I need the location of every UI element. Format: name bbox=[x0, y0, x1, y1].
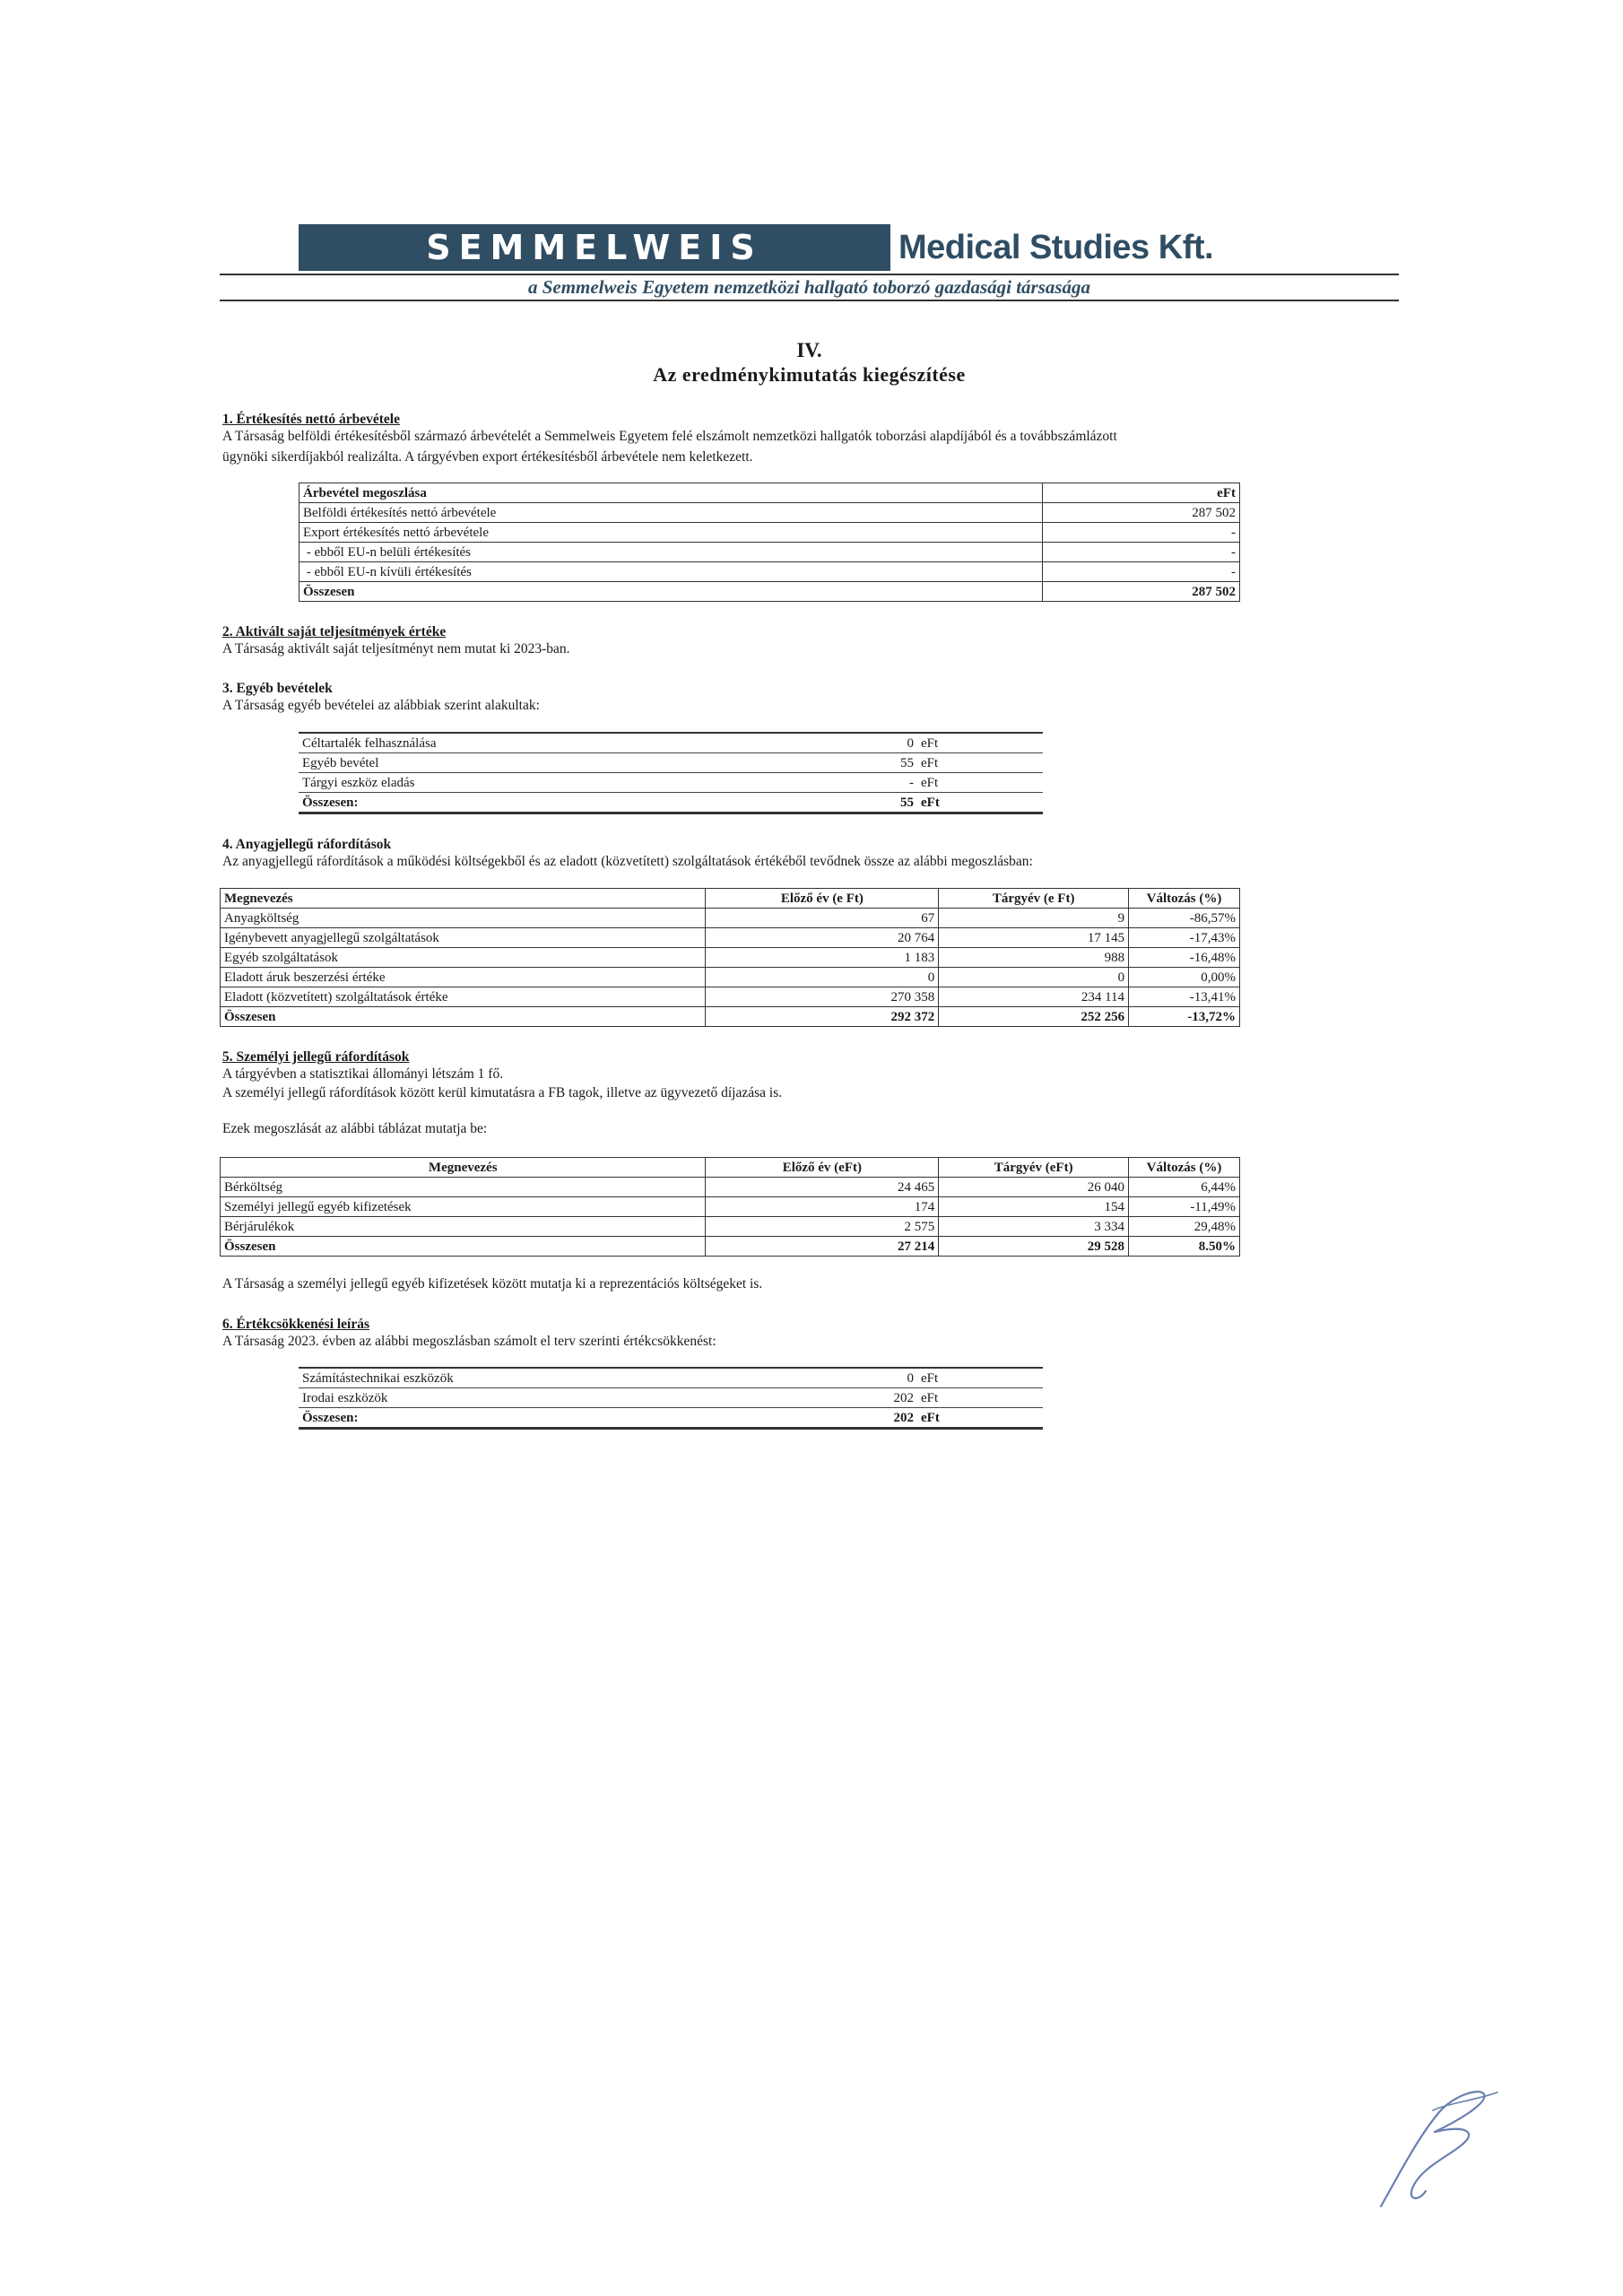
table-row bbox=[221, 1197, 1240, 1217]
table-cell: Eladott áruk beszerzési értéke bbox=[221, 968, 706, 987]
table-cell: 174 bbox=[706, 1197, 939, 1217]
table-cell: Bérköltség bbox=[221, 1178, 706, 1197]
section-1-title: 1. Értékesítés nettó árbevétele bbox=[222, 412, 400, 427]
other-income-table bbox=[299, 732, 1043, 814]
table-cell: Irodai eszközök bbox=[299, 1388, 801, 1408]
table-row bbox=[299, 1388, 1043, 1408]
table-cell: Összesen: bbox=[299, 793, 801, 813]
section-5-para-line3: Ezek megoszlását az alábbi táblázat mutatja be: bbox=[222, 1121, 488, 1136]
table-cell: -11,49% bbox=[1129, 1197, 1240, 1217]
table-cell: 0,00% bbox=[1129, 968, 1240, 987]
section-3-title: 3. Egyéb bevételek bbox=[222, 681, 333, 696]
section-2-para: A Társaság aktivált saját teljesítményt nem mutat ki 2023-ban. bbox=[222, 641, 570, 657]
section-number: IV. bbox=[796, 339, 822, 361]
table-cell: eFt bbox=[917, 793, 1043, 813]
table-total-row bbox=[221, 1237, 1240, 1257]
tagline: a Semmelweis Egyetem nemzetközi hallgató toborzó gazdasági társasága bbox=[527, 276, 1091, 298]
revenue-table bbox=[299, 483, 1240, 602]
section-3-para: A Társaság egyéb bevételei az alábbiak szerint alakultak: bbox=[222, 698, 540, 713]
table-row bbox=[221, 928, 1240, 948]
header-rule-top bbox=[220, 274, 1399, 275]
table-cell: Összesen bbox=[299, 582, 1043, 602]
table-cell: Személyi jellegű egyéb kifizetések bbox=[221, 1197, 706, 1217]
table-row bbox=[221, 1178, 1240, 1197]
table-total-row bbox=[299, 1408, 1043, 1429]
table-cell: 287 502 bbox=[1043, 582, 1240, 602]
table-cell: - bbox=[1043, 562, 1240, 582]
table-row bbox=[299, 733, 1043, 753]
table-cell: - bbox=[801, 773, 917, 793]
table-row bbox=[221, 1217, 1240, 1237]
table-row bbox=[299, 1368, 1043, 1388]
section-4-title: 4. Anyagjellegű ráfordítások bbox=[222, 837, 392, 852]
section-5-para-line1: A tárgyévben a statisztikai állományi létszám 1 fő. bbox=[222, 1066, 504, 1082]
table-cell: 6,44% bbox=[1129, 1178, 1240, 1197]
table-total-row bbox=[221, 1007, 1240, 1027]
table-cell: eFt bbox=[917, 1388, 1043, 1408]
table-cell: 26 040 bbox=[939, 1178, 1129, 1197]
table-cell: -13,41% bbox=[1129, 987, 1240, 1007]
table-header-cell: Változás (%) bbox=[1129, 1158, 1240, 1178]
table-cell: 0 bbox=[801, 733, 917, 753]
table-header-row bbox=[299, 483, 1240, 503]
section-1-para-line2: ügynöki sikerdíjakból realizálta. A tárgyévben export értékesítésből árbevétele nem keletkezett. bbox=[222, 449, 753, 465]
section-5-para-line2: A személyi jellegű ráfordítások között kerül kimutatásra a FB tagok, illetve az ügyvezető díjazása is. bbox=[222, 1085, 783, 1100]
table-header-cell: Tárgyév (eFt) bbox=[939, 1158, 1129, 1178]
table-cell: Belföldi értékesítés nettó árbevétele bbox=[299, 503, 1043, 523]
table-cell: eFt bbox=[917, 1368, 1043, 1388]
section-1-para-line1: A Társaság belföldi értékesítésből származó árbevételét a Semmelweis Egyetem felé elszámolt nemzetközi hallgatók toborzási alapdíjából és a továbbszámlázott bbox=[222, 429, 1117, 444]
table-cell: Céltartalék felhasználása bbox=[299, 733, 801, 753]
table-cell: 3 334 bbox=[939, 1217, 1129, 1237]
table-cell: -16,48% bbox=[1129, 948, 1240, 968]
table-cell: 270 358 bbox=[706, 987, 939, 1007]
table-row bbox=[299, 773, 1043, 793]
table-row bbox=[299, 562, 1240, 582]
table-cell: Igénybevett anyagjellegű szolgáltatások bbox=[221, 928, 706, 948]
table-cell: 2 575 bbox=[706, 1217, 939, 1237]
table-cell: Összesen bbox=[221, 1007, 706, 1027]
table-total-row bbox=[299, 793, 1043, 813]
table-header-cell: Megnevezés bbox=[221, 1158, 706, 1178]
section-5-title: 5. Személyi jellegű ráfordítások bbox=[222, 1049, 410, 1065]
table-cell: 0 bbox=[801, 1368, 917, 1388]
table-cell: eFt bbox=[917, 733, 1043, 753]
table-cell: Számítástechnikai eszközök bbox=[299, 1368, 801, 1388]
table-cell: 234 114 bbox=[939, 987, 1129, 1007]
table-cell: 55 bbox=[801, 793, 917, 813]
table-cell: -13,72% bbox=[1129, 1007, 1240, 1027]
table-total-row bbox=[299, 582, 1240, 602]
handwritten-signature bbox=[1363, 2085, 1506, 2211]
table-header-cell: Előző év (e Ft) bbox=[706, 889, 939, 909]
table-cell: eFt bbox=[917, 773, 1043, 793]
table-row bbox=[299, 753, 1043, 773]
table-cell: -86,57% bbox=[1129, 909, 1240, 928]
table-cell: - ebből EU-n belüli értékesítés bbox=[299, 543, 1043, 562]
table-cell: 67 bbox=[706, 909, 939, 928]
table-cell: 202 bbox=[801, 1388, 917, 1408]
table-row bbox=[299, 543, 1240, 562]
table-cell: Összesen: bbox=[299, 1408, 801, 1429]
table-row bbox=[299, 523, 1240, 543]
table-header-cell: Változás (%) bbox=[1129, 889, 1240, 909]
table-cell: 55 bbox=[801, 753, 917, 773]
table-cell: - bbox=[1043, 523, 1240, 543]
table-cell: Export értékesítés nettó árbevétele bbox=[299, 523, 1043, 543]
table-row bbox=[221, 909, 1240, 928]
section-6-title: 6. Értékcsökkenési leírás bbox=[222, 1317, 370, 1332]
table-row bbox=[221, 948, 1240, 968]
table-cell: Eladott (közvetített) szolgáltatások értéke bbox=[221, 987, 706, 1007]
table-cell: 0 bbox=[939, 968, 1129, 987]
table-cell: Egyéb bevétel bbox=[299, 753, 801, 773]
table-header-row bbox=[221, 889, 1240, 909]
table-cell: 287 502 bbox=[1043, 503, 1240, 523]
table-cell: 8.50% bbox=[1129, 1237, 1240, 1257]
table-cell: 154 bbox=[939, 1197, 1129, 1217]
table-cell: 0 bbox=[706, 968, 939, 987]
table-cell: 29,48% bbox=[1129, 1217, 1240, 1237]
table-cell: 24 465 bbox=[706, 1178, 939, 1197]
table-cell: eFt bbox=[917, 1408, 1043, 1429]
table-cell: 1 183 bbox=[706, 948, 939, 968]
table-header-cell: eFt bbox=[1043, 483, 1240, 503]
table-cell: Anyagköltség bbox=[221, 909, 706, 928]
table-header-row bbox=[221, 1158, 1240, 1178]
table-cell: eFt bbox=[917, 753, 1043, 773]
table-header-cell: Előző év (eFt) bbox=[706, 1158, 939, 1178]
section-6-para: A Társaság 2023. évben az alábbi megoszlásban számolt el terv szerinti értékcsökkenést: bbox=[222, 1334, 716, 1349]
table-cell: Összesen bbox=[221, 1237, 706, 1257]
table-cell: 252 256 bbox=[939, 1007, 1129, 1027]
table-cell: -17,43% bbox=[1129, 928, 1240, 948]
depreciation-table bbox=[299, 1367, 1043, 1430]
personnel-costs-table bbox=[220, 1157, 1240, 1257]
company-name: Medical Studies Kft. bbox=[898, 229, 1214, 266]
table-cell: Tárgyi eszköz eladás bbox=[299, 773, 801, 793]
section-5-note: A Társaság a személyi jellegű egyéb kifizetések között mutatja ki a reprezentációs költségeket is. bbox=[222, 1276, 763, 1292]
table-cell: 292 372 bbox=[706, 1007, 939, 1027]
table-cell: - ebből EU-n kívüli értékesítés bbox=[299, 562, 1043, 582]
section-2-title: 2. Aktivált saját teljesítmények értéke bbox=[222, 624, 447, 639]
table-cell: 29 528 bbox=[939, 1237, 1129, 1257]
table-cell: - bbox=[1043, 543, 1240, 562]
table-header-cell: Tárgyév (e Ft) bbox=[939, 889, 1129, 909]
table-row bbox=[221, 968, 1240, 987]
section-4-para: Az anyagjellegű ráfordítások a működési költségekből és az eladott (közvetített) szolgáltatások értékéből tevődnek össze az alábbi megoszlásban: bbox=[222, 854, 1033, 869]
table-cell: 988 bbox=[939, 948, 1129, 968]
material-costs-table bbox=[220, 888, 1240, 1027]
table-cell: 17 145 bbox=[939, 928, 1129, 948]
table-header-cell: Árbevétel megoszlása bbox=[299, 483, 1043, 503]
table-cell: Bérjárulékok bbox=[221, 1217, 706, 1237]
table-cell: 9 bbox=[939, 909, 1129, 928]
table-row bbox=[299, 503, 1240, 523]
table-row bbox=[221, 987, 1240, 1007]
table-cell: 20 764 bbox=[706, 928, 939, 948]
page-title: Az eredménykimutatás kiegészítése bbox=[653, 363, 966, 386]
table-cell: 27 214 bbox=[706, 1237, 939, 1257]
table-cell: 202 bbox=[801, 1408, 917, 1429]
header-rule-bottom bbox=[220, 300, 1399, 301]
table-header-cell: Megnevezés bbox=[221, 889, 706, 909]
table-cell: Egyéb szolgáltatások bbox=[221, 948, 706, 968]
brand-logo-box: SEMMELWEIS bbox=[299, 224, 890, 271]
